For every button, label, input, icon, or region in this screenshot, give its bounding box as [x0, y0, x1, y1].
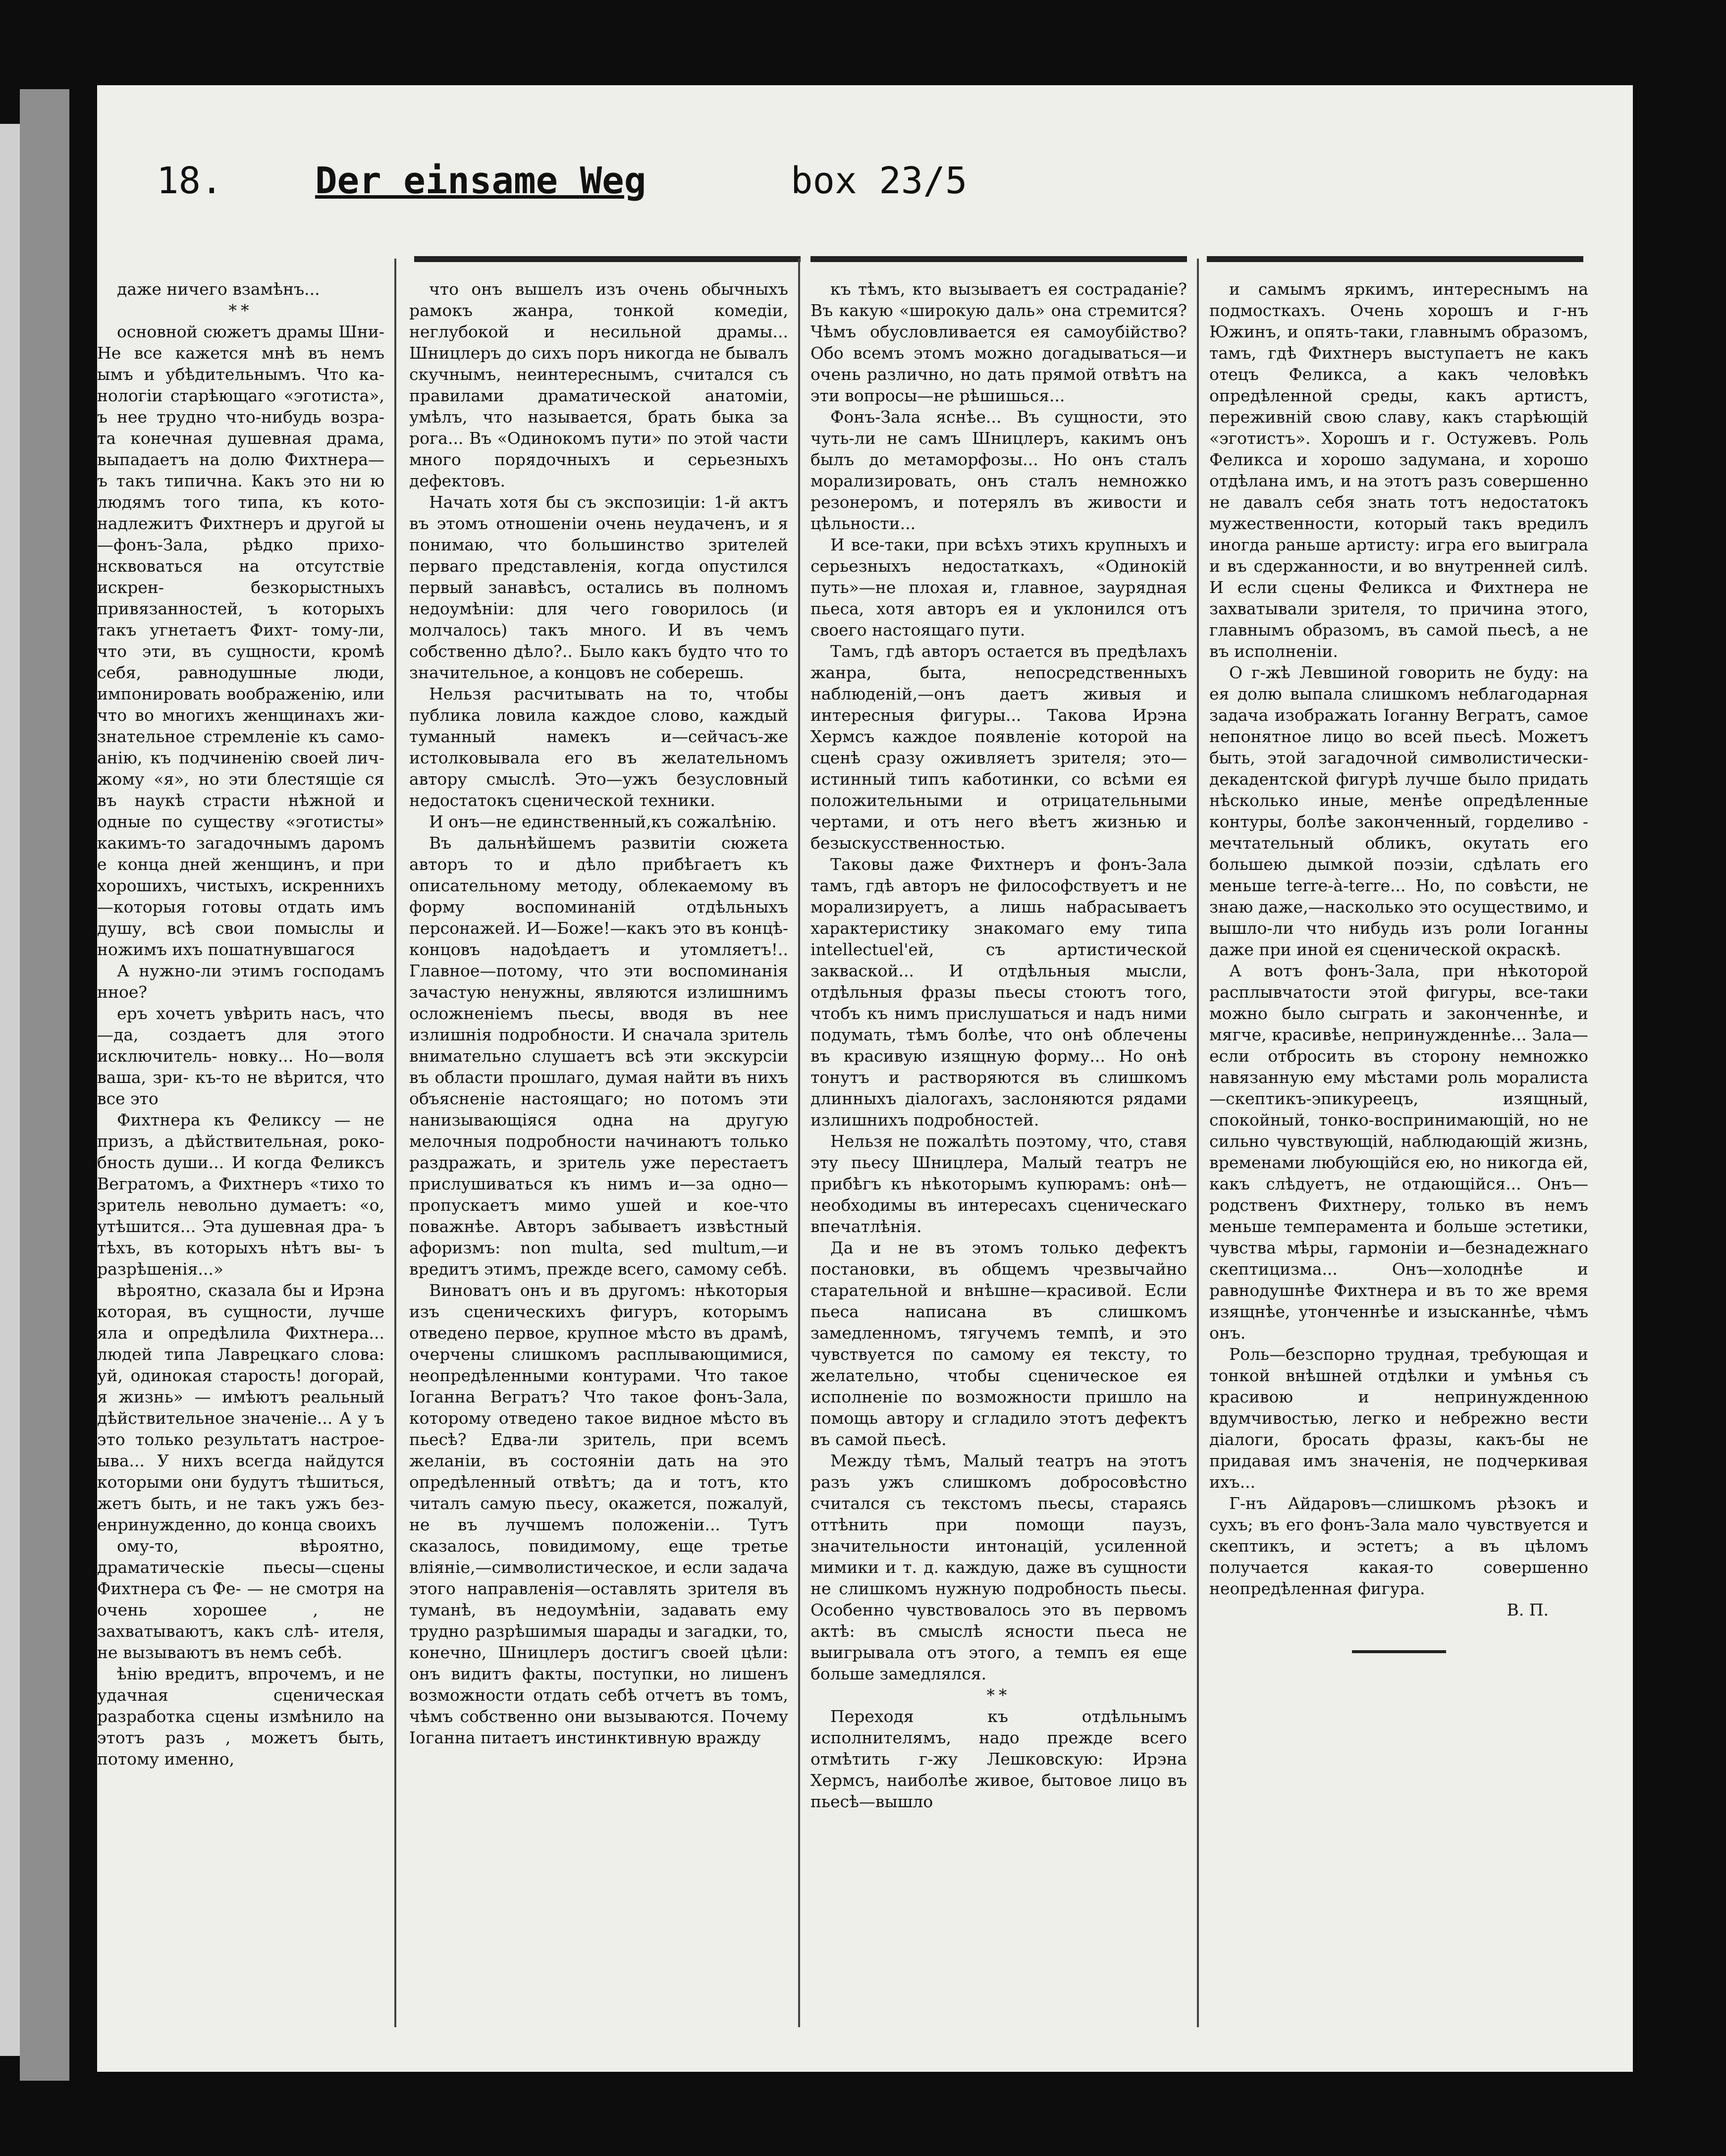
paragraph: и самымъ яркимъ, интереснымъ на подмосткахъ. Очень хорошъ и г-нъ Южинъ, и опять-таки, главнымъ образомъ, тамъ, гдѣ Фихтнеръ выступаетъ не какъ отецъ Феликса, а какъ человѣкъ опредѣленной среды, какъ артистъ, переживній свою славу, какъ старѣющій «эготистъ». Хорошъ и г. Остужевъ. Роль Феликса и хорошо задумана, и хорошо отдѣлана имъ, и на этотъ разъ совершенно не давалъ себя знать тотъ недостатокъ мужественности, который такъ вредилъ иногда раньше артисту: игра его выиграла и въ сдержанности, и во внутренней силѣ. И если сцены Феликса и Фихтнера не захватывали зрителя, то причина этого, главнымъ образомъ, въ самой пьесѣ, а не въ исполненіи. — [1209, 279, 1588, 661]
paragraph: Фихтнера къ Феликсу — не призъ, а дѣйствительная, роко- бность души... И когда Феликсъ Вегратомъ, а Фихтнеръ «тихо то зритель невольно думаетъ: «о, утѣшится... Эта душевная дра- ъ тѣхъ, въ которыхъ нѣтъ вы- ъ разрѣшенія...» — [97, 1110, 384, 1279]
paragraph: даже ничего взамѣнъ... — [117, 279, 320, 299]
paragraph: А вотъ фонъ-Зала, при нѣкоторой расплывчатости этой фигуры, все-таки можно было сыграть и законченнѣе, и мягче, красивѣе, непринужденнѣе... Зала—если отбросить въ сторону немножко навязанную ему мѣстами роль моралиста—скептикъ-эпикуреецъ, изящный, спокойный, тонко-воспринимающій, но не сильно чувствующій, наблюдающій жизнь, временами любующійся ею, но никогда ей, какъ слѣдуетъ, не отдающійся... Онъ—родственъ Фихтнеру, только въ немъ меньше темперамента и больше эстетики, чувства мѣры, гармоніи и—безнадежнаго скептицизма... Онъ—холоднѣе и равнодушнѣе Фихтнера и въ то же время изящнѣе, утонченнѣе и изысканнѣе, чѣмъ онъ. — [1209, 961, 1588, 1343]
paragraph: къ тѣмъ, кто вызываетъ ея состраданіе? Въ какую «широкую даль» она стремится? Чѣмъ обусловливается ея самоубійство? Обо всемъ этомъ можно догадываться—и очень различно, но дать прямой отвѣтъ на эти вопросы—не рѣшишься... — [810, 279, 1187, 405]
paragraph: основной сюжетъ драмы Шни- Не все кажется мнѣ въ немъ ымъ и убѣдительнымъ. Что ка- нологіи старѣющаго «эготиста», ъ нее трудно что-нибудь возра- та конечная душевная драма, выпадаетъ на долю Фихтнера— ъ такъ типична. Какъ это ни ю людямъ того типа, къ кото- надлежитъ Фихтнеръ и другой ы—фонъ-Зала, рѣдко прихо- нсквоваться на отсутствіе искрен- безкорыстныхъ привязанностей, ъ которыхъ такъ угнетаетъ Фихт- тому-ли, что эти, въ сущности, кромѣ себя, равнодушные люди, импонировать воображенію, или что во многихъ женщинахъ жи- знательное стремленіе къ само- анію, къ подчиненію своей лич- жому «я», но эти блестящіе ся въ наукѣ страсти нѣжной и одные по существу «эготисты» какимъ-то загадочнымъ даромъ е конца дней женщинъ, и при хорошихъ, чистыхъ, искреннихъ —которыя готовы отдать имъ душу, всѣ свои помыслы и ножимъ ихъ пошатнувшагося — [97, 322, 384, 959]
paragraph: Между тѣмъ, Малый театръ на этотъ разъ ужъ слишкомъ добросовѣстно считался съ текстомъ пьесы, стараясь оттѣнить при помощи паузъ, значительности интонацій, усиленной мимики и т. д. каждую, даже въ сущности не слишкомъ нужную подробность пьесы. Особенно чувствовалось это въ первомъ актѣ: въ смыслѣ ясности пьеса не выигрывала отъ этого, а темпъ ея еще больше замедлялся. — [810, 1451, 1187, 1683]
author-signature: В. П. — [1507, 1600, 1549, 1619]
section-separator: ** — [228, 301, 253, 320]
column-top-rule — [414, 256, 801, 262]
paragraph: еръ хочетъ увѣрить насъ, что—да, создаетъ для этого исключитель- новку... Но—воля ваша, зри- къ-то не вѣрится, что все это — [97, 1004, 384, 1108]
paragraph: вѣроятно, сказала бы и Ирэна которая, въ сущности, лучше яла и опредѣлила Фихтнера... людей типа Лаврецкаго слова: уй, одинокая старость! догорай, я жизнь» — имѣютъ реальный дѣйствительное значеніе... А у ъ это только результатъ настрое- ыва... У нихъ всегда найдутся которыми они будутъ тѣшиться, жетъ быть, и не такъ ужъ без- енринужденно, до конца своихъ — [97, 1281, 384, 1534]
paragraph: Г-нъ Айдаровъ—слишкомъ рѣзокъ и сухъ; въ его фонъ-Зала мало чувствуется и скептикъ, и эстетъ; а въ цѣломъ получается какая-то совершенно неопредѣленная фигура. — [1209, 1494, 1588, 1598]
section-separator: ** — [986, 1685, 1011, 1705]
paragraph: ѣнію вредитъ, впрочемъ, и не удачная сценическая разработка сцены измѣнило на этотъ разъ , можетъ быть, потому именно, — [97, 1664, 384, 1769]
column-top-rule — [1207, 256, 1583, 262]
item-number: 18. — [157, 160, 223, 202]
paragraph: О г-жѣ Левшиной говорить не буду: на ея долю выпала слишкомъ неблагодарная задача изображать Іоганну Вегратъ, самое непонятное лицо во всей пьесѣ. Можетъ быть, этой загадочной символистически-декадентской фигурѣ лучше было придать нѣсколько иные, менѣе опредѣленные контуры, болѣе законченный, горделиво - мечтательный обликъ, окутать его большею дымкой поэзіи, сдѣлать его меньше terre-à-terre... Но, по совѣсти, не знаю даже,—насколько это осуществимо, и вышло-ли что нибудь изъ роли Іоганны даже при иной ея сценической окраскѣ. — [1209, 663, 1588, 959]
paragraph: И онъ—не единственный,къ сожалѣнію. — [429, 812, 777, 831]
column-divider — [798, 259, 800, 2027]
column-divider — [1197, 259, 1199, 2027]
newspaper-clipping — [97, 85, 1633, 2072]
end-rule — [1352, 1650, 1446, 1653]
paragraph: А нужно-ли этимъ господамъ нное? — [97, 961, 384, 1002]
box-label: box 23/5 — [791, 160, 968, 202]
paragraph: Да и не въ этомъ только дефектъ постановки, въ общемъ чрезвычайно старательной и внѣшне—красивой. Если пьеса написана въ слишкомъ замедленномъ, тягучемъ темпѣ, и это чувствуется по самому ея тексту, то желательно, чтобы сценическое ея исполненіе по возможности пришло на помощь автору и сгладило этотъ дефектъ въ самой пьесѣ. — [810, 1238, 1187, 1449]
paragraph: Нельзя не пожалѣть поэтому, что, ставя эту пьесу Шницлера, Малый театръ не прибѣгъ къ нѣкоторымъ купюрамъ: онѣ—необходимы въ интересахъ сценическаго впечатлѣнія. — [810, 1132, 1187, 1236]
paragraph: Фонъ-Зала яснѣе... Въ сущности, это чуть-ли не самъ Шницлеръ, какимъ онъ былъ до метаморфозы... Но онъ сталъ морализировать, онъ сталъ немножко резонеромъ, и потерялъ въ живости и цѣльности... — [810, 407, 1187, 533]
column-1 — [97, 278, 384, 2032]
column-2 — [409, 278, 788, 2032]
adjacent-page-fragment — [20, 89, 69, 2081]
paragraph: что онъ вышелъ изъ очень обычныхъ рамокъ жанра, тонкой комедіи, неглубокой и несильной драмы... Шницлеръ до сихъ поръ никогда не бывалъ скучнымъ, неинтереснымъ, считался съ правилами драматической анатоміи, умѣлъ, что называется, брать быка за рога... Въ «Одинокомъ пути» по этой части много порядочныхъ и серьезныхъ дефектовъ. — [409, 279, 788, 490]
paragraph: И все-таки, при всѣхъ этихъ крупныхъ и серьезныхъ недостаткахъ, «Одинокій путь»—не плохая и, главное, заурядная пьеса, хотя авторъ ея и уклонился отъ своего настоящаго пути. — [810, 535, 1187, 640]
archive-header — [157, 160, 1593, 219]
paragraph: Въ дальнѣйшемъ развитіи сюжета авторъ то и дѣло прибѣгаетъ къ описательному методу, облекаемому въ форму воспоминаній отдѣльныхъ персонажей. И—Боже!—какъ это въ концѣ-концовъ надоѣдаетъ и утомляетъ!.. Главное—потому, что эти воспоминанія зачастую ненужны, являются излишнимъ осложненіемъ пьесы, вводя въ нее излишнія подробности. И сначала зритель внимательно слушаетъ всѣ эти экскурсіи въ области прошлаго, думая найти въ нихъ объясненіе настоящаго; но потомъ эти нанизывающіяся одна на другую мелочныя подробности начинаютъ только раздражать, и зритель уже перестаетъ прислушиваться къ нимъ и—за одно—пропускаетъ мимо ушей и кое-что поважнѣе. Авторъ забываетъ извѣстный афоризмъ: non multa, sed multum,—и вредитъ этимъ, прежде всего, самому себѣ. — [409, 833, 788, 1279]
column-4 — [1209, 278, 1588, 2032]
paragraph: Начать хотя бы съ экспозиціи: 1-й актъ въ этомъ отношеніи очень неудаченъ, и я понимаю, что большинство зрителей перваго представленія, когда опустился первый занавѣсъ, остались въ полномъ недоумѣніи: для чего говорилось (и молчалось) такъ много. И въ чемъ собственно дѣло?.. Было какъ будто что то значительное, а концовъ не соберешь. — [409, 492, 788, 682]
paragraph: Тамъ, гдѣ авторъ остается въ предѣлахъ жанра, быта, непосредственныхъ наблюденій,—онъ даетъ живыя и интересныя фигуры... Такова Ирэна Хермсъ каждое появленіе которой на сценѣ сразу оживляетъ зрителя; это—истинный типъ каботинки, со всѣми ея положительными и отрицательными чертами, и отъ него вѣетъ жизнью и безыскусственностью. — [810, 642, 1187, 853]
paragraph: Переходя къ отдѣльнымъ исполнителямъ, надо прежде всего отмѣтить г-жу Лешковскую: Ирэна Хермсъ, наиболѣе живое, бытовое лицо въ пьесѣ—вышло — [810, 1707, 1187, 1811]
paragraph: Таковы даже Фихтнеръ и фонъ-Зала тамъ, гдѣ авторъ не философствуетъ и не морализируетъ, а лишь набрасываетъ характеристику знакомаго ему типа intellectuel'ей, съ артистической закваской... И отдѣльныя мысли, отдѣльныя фразы пьесы стоютъ того, чтобъ къ нимъ прислушаться и надъ ними подумать, тѣмъ болѣе, что онѣ облечены въ красивую изящную форму... Но онѣ тонутъ и растворяются въ слишкомъ длинныхъ діалогахъ, заслоняются рядами излишнихъ подробностей. — [810, 855, 1187, 1130]
paragraph: Роль—безспорно трудная, требующая и тонкой внѣшней отдѣлки и умѣнья съ красивою и непринужденною вдумчивостью, легко и небрежно вести діалоги, бросать фразы, какъ-бы не придавая имъ значенія, не подчеркивая ихъ... — [1209, 1345, 1588, 1492]
column-top-rule — [810, 256, 1187, 262]
paragraph: Виноватъ онъ и въ другомъ: нѣкоторыя изъ сценическихъ фигуръ, которымъ отведено первое, крупное мѣсто въ драмѣ, очерчены слишкомъ расплывающимися, неопредѣленными контурами. Что такое Іоганна Вегратъ? Что такое фонъ-Зала, которому отведено такое видное мѣсто въ пьесѣ? Едва-ли зритель, при всемъ желаніи, въ состояніи дать на это опредѣленный отвѣтъ; да и тотъ, кто читалъ самую пьесу, окажется, пожалуй, не въ лучшемъ положеніи... Тутъ сказалось, повидимому, еще третье вліяніе,—символистическое, и если задача этого направленія—оставлять зрителя въ туманѣ, въ недоумѣніи, задавать ему трудно разрѣшимыя шарады и загадки, то, конечно, Шницлеръ достигъ своей цѣли: онъ видитъ факты, поступки, но лишенъ возможности отдать себѣ отчетъ въ томъ, чѣмъ собственно они вызываются. Почему Іоганна питаетъ инстинктивную вражду — [409, 1281, 788, 1747]
column-divider — [394, 259, 396, 2027]
column-3 — [810, 278, 1187, 2032]
play-title: Der einsame Weg — [315, 160, 647, 202]
paragraph: ому-то, вѣроятно, драматическіе пьесы—сцены Фихтнера съ Фе- — не смотря на очень хорошее , не захватываютъ, какъ слѣ- ителя, не вызываютъ въ немъ себѣ. — [97, 1536, 384, 1662]
paragraph: Нельзя расчитывать на то, чтобы публика ловила каждое слово, каждый туманный намекъ и—сейчасъ-же истолковывала его въ желательномъ автору смыслѣ. Это—ужъ безусловный недостатокъ сценической техники. — [409, 684, 788, 810]
left-page-edge — [0, 124, 20, 2056]
